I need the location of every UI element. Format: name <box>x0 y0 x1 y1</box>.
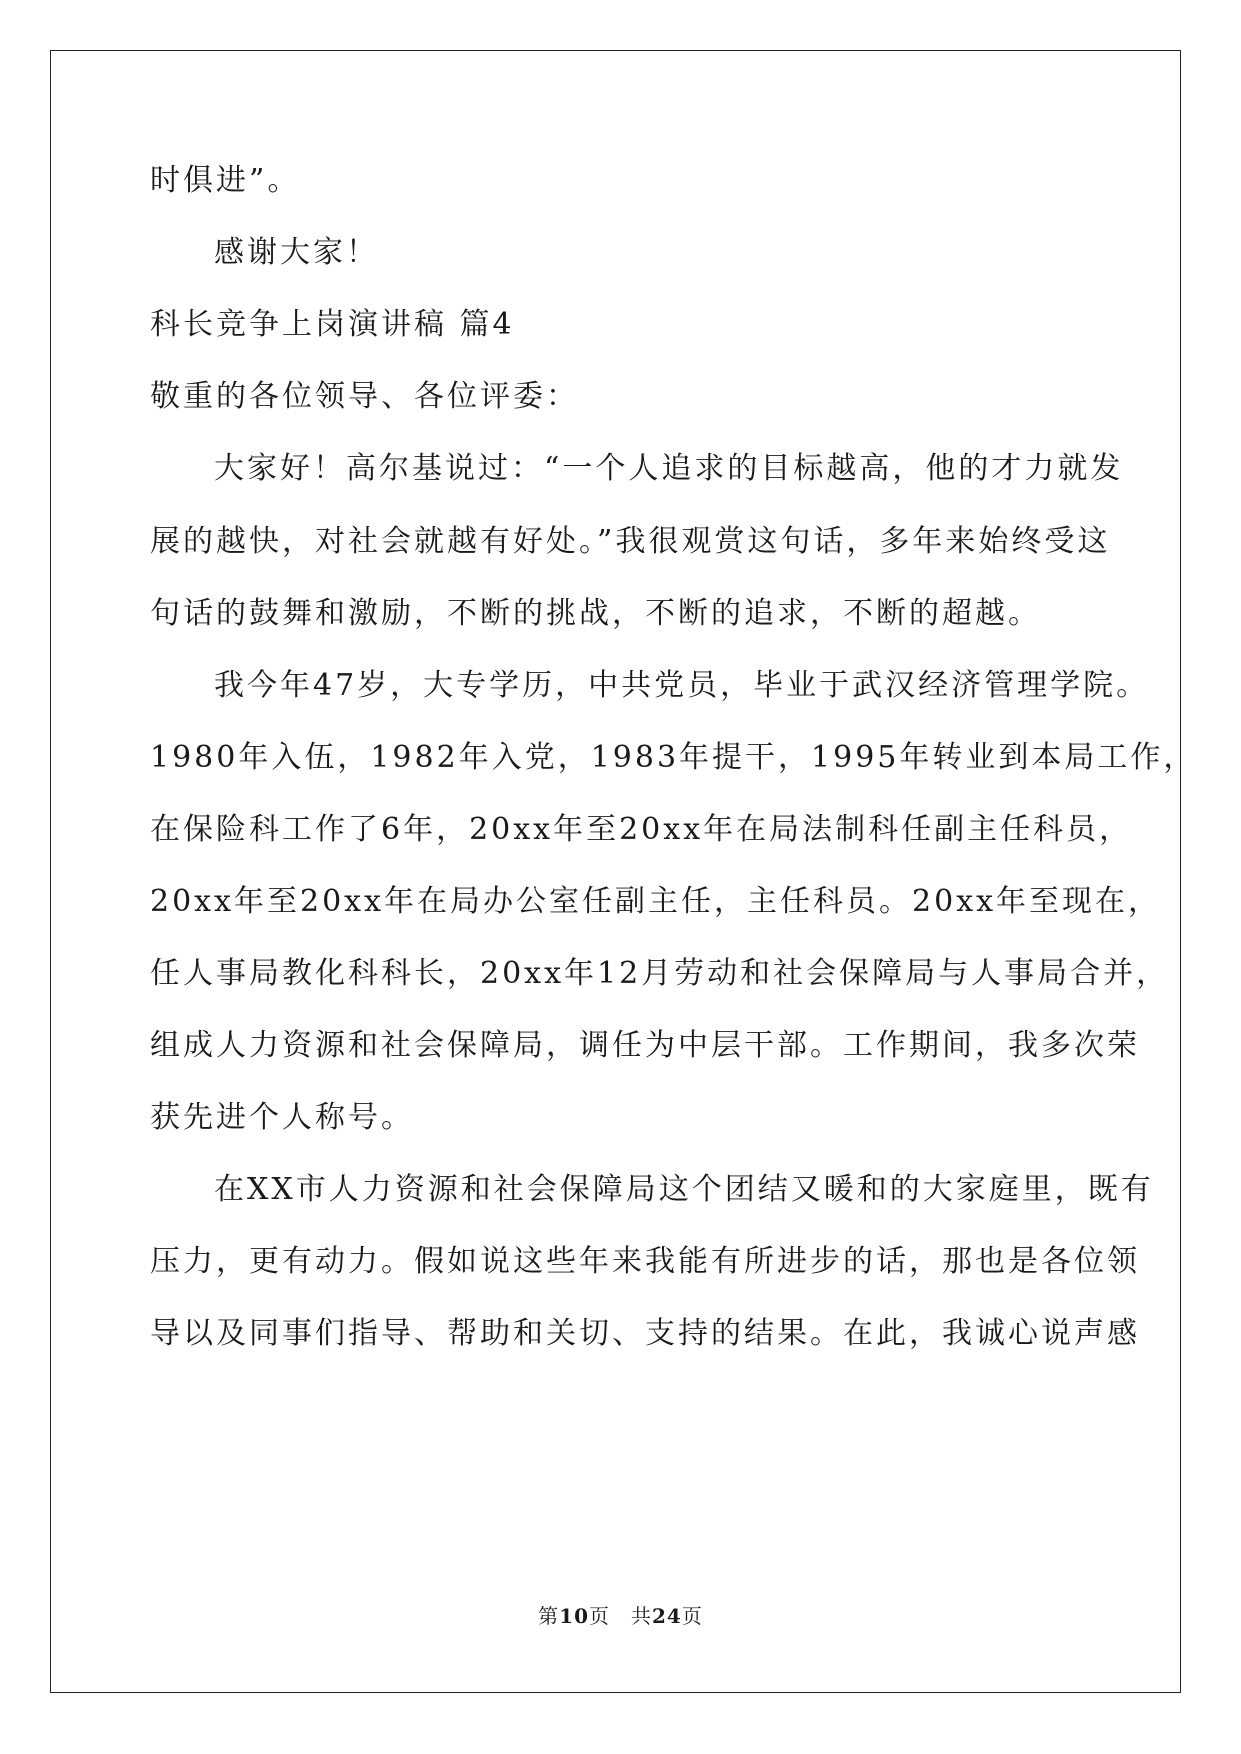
paragraph-line: 在XX市人力资源和社会保障局这个团结又暖和的大家庭里，既有 <box>214 1172 1154 1207</box>
page-footer <box>0 1604 1241 1628</box>
paragraph-line: 压力，更有动力。假如说这些年来我能有所进步的话，那也是各位领 <box>150 1244 1140 1279</box>
paragraph-line: 20xx年至20xx年在局办公室任副主任，主任科员。20xx年至现在， <box>150 884 1162 919</box>
section-heading: 科长竞争上岗演讲稿 篇4 <box>150 307 515 342</box>
paragraph-line: 我今年47岁，大专学历，中共党员，毕业于武汉经济管理学院。 <box>214 668 1150 703</box>
total-pages-number: 24 <box>652 1604 682 1628</box>
footer-middle: 页 共 <box>589 1604 652 1628</box>
paragraph-line: 感谢大家！ <box>214 235 379 270</box>
current-page-number: 10 <box>559 1604 589 1628</box>
paragraph-line: 获先进个人称号。 <box>150 1100 414 1135</box>
paragraph-line: 组成人力资源和社会保障局，调任为中层干部。工作期间，我多次荣 <box>150 1028 1140 1063</box>
page-border <box>50 50 1181 1693</box>
footer-suffix: 页 <box>681 1604 703 1628</box>
paragraph-line: 导以及同事们指导、帮助和关切、支持的结果。在此，我诚心说声感 <box>150 1316 1140 1351</box>
paragraph-line: 1980年入伍，1982年入党，1983年提干，1995年转业到本局工作， <box>150 740 1197 775</box>
paragraph-line: 大家好！高尔基说过：“一个人追求的目标越高，他的才力就发 <box>214 451 1124 486</box>
paragraph-line: 任人事局教化科科长，20xx年12月劳动和社会保障局与人事局合并， <box>150 956 1170 991</box>
paragraph-line: 句话的鼓舞和激励，不断的挑战，不断的追求，不断的超越。 <box>150 596 1041 631</box>
footer-prefix: 第 <box>538 1604 560 1628</box>
paragraph-line: 时俱进”。 <box>150 163 301 198</box>
paragraph-line: 在保险科工作了6年，20xx年至20xx年在局法制科任副主任科员， <box>150 812 1133 847</box>
salutation: 敬重的各位领导、各位评委： <box>150 379 579 414</box>
paragraph-line: 展的越快，对社会就越有好处。”我很观赏这句话，多年来始终受这 <box>150 524 1111 559</box>
